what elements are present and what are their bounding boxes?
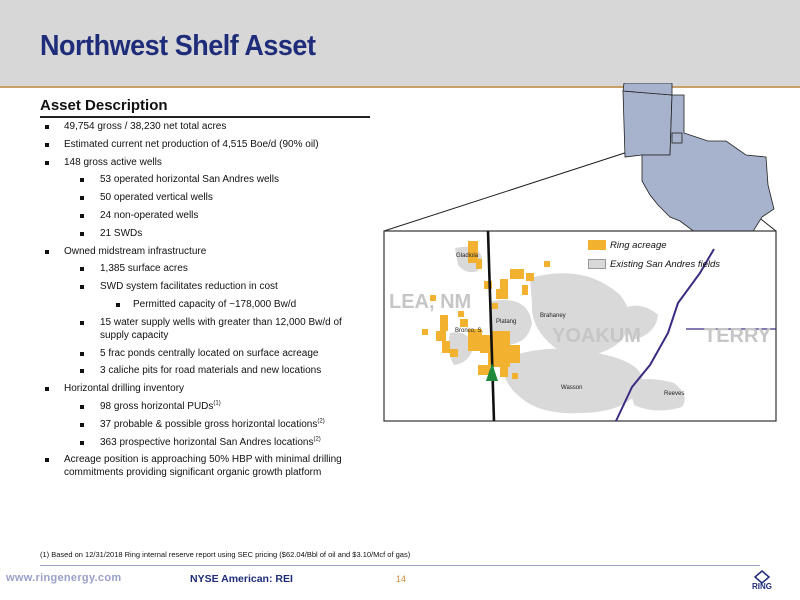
- footnote-ref: (2): [317, 418, 325, 425]
- bullet-marker-icon: [80, 285, 84, 289]
- legend-swatch-ring: [588, 240, 606, 250]
- bullet-text: 24 non-operated wells: [100, 209, 199, 221]
- footnote-ref: (2): [313, 436, 321, 443]
- legend-label-fields: Existing San Andres fields: [610, 259, 721, 270]
- bullet-text: 37 probable & possible gross horizontal locations: [100, 418, 318, 430]
- bullet-text: Estimated current net production of 4,515 Boe/d (90% oil): [64, 138, 319, 150]
- footnote: (1) Based on 12/31/2018 Ring internal reserve report using SEC pricing ($62.04/Bbl of oil and $3.10/Mcf of gas): [40, 550, 411, 559]
- footer-url-link[interactable]: www.ringenergy.com: [6, 572, 122, 584]
- field-label-reeves: Reeves: [664, 391, 685, 397]
- bullet-item: [40, 173, 360, 186]
- bullet-text: 3 caliche pits for road materials and new locations: [100, 365, 322, 377]
- bullet-text: 49,754 gross / 38,230 net total acres: [64, 121, 227, 132]
- county-label-terry: TERRY: [704, 325, 772, 347]
- bullet-text: 1,385 surface acres: [100, 263, 188, 275]
- bullet-marker-icon: [45, 143, 49, 147]
- field-label-wasson: Wasson: [561, 385, 583, 391]
- bullet-marker-icon: [80, 214, 84, 218]
- legend-swatch-fields: [588, 259, 606, 269]
- bullet-marker-icon: [80, 267, 84, 271]
- bullet-text: Acreage position is approaching 50% HBP with minimal drilling commitments providing significant organic growth platform: [64, 454, 342, 479]
- bullet-marker-icon: [80, 352, 84, 356]
- bullet-text: 21 SWDs: [100, 227, 143, 239]
- bullet-item: [40, 227, 360, 240]
- field-label-bronco: Bronco, S.: [455, 328, 484, 334]
- map-graphic: [380, 83, 800, 423]
- bullet-marker-icon: [45, 161, 49, 165]
- bullet-item: [40, 298, 360, 311]
- bullet-item: [40, 316, 360, 342]
- bullet-text: 5 frac ponds centrally located on surface acreage: [100, 347, 319, 359]
- footer-divider: [40, 565, 760, 566]
- bullet-marker-icon: [80, 441, 84, 445]
- footer-ticker: NYSE American: REI: [190, 573, 293, 585]
- slide-title: Northwest Shelf Asset: [40, 30, 316, 62]
- legend-label-ring: Ring acreage: [610, 240, 667, 251]
- bullet-item: [40, 120, 360, 133]
- bullet-text: 53 operated horizontal San Andres wells: [100, 174, 280, 186]
- section-underline: [40, 116, 370, 118]
- ring-logo-icon: [742, 570, 782, 594]
- field-label-brahaney: Brahaney: [540, 313, 566, 319]
- bullet-marker-icon: [80, 196, 84, 200]
- bullet-marker-icon: [45, 458, 49, 462]
- bullet-marker-icon: [116, 303, 120, 307]
- bullet-text: 98 gross horizontal PUDs: [100, 400, 214, 412]
- bullet-item: [40, 347, 360, 360]
- bullet-text: Horizontal drilling inventory: [64, 383, 185, 395]
- bullet-text: 15 water supply wells with greater than 12,000 Bw/d of supply capacity: [100, 316, 342, 341]
- bullet-item: [40, 191, 360, 204]
- county-label-lea: LEA, NM: [389, 291, 472, 313]
- bullet-text: SWD system facilitates reduction in cost: [100, 281, 278, 293]
- bullet-marker-icon: [45, 387, 49, 391]
- bullet-item: [40, 453, 360, 479]
- bullet-marker-icon: [80, 369, 84, 373]
- bullet-item: [40, 262, 360, 275]
- county-label-yoakum: YOAKUM: [552, 325, 641, 347]
- bullet-item: [40, 418, 360, 431]
- bullet-marker-icon: [80, 321, 84, 325]
- bullet-item: [40, 280, 360, 293]
- bullet-item: [40, 436, 360, 449]
- field-label-platang: Platang: [496, 319, 517, 325]
- bullet-text: Permitted capacity of ~178,000 Bw/d: [133, 298, 297, 310]
- field-label-gladiola: Gladiola: [456, 253, 479, 259]
- footnote-ref: (1): [213, 400, 221, 407]
- bullet-item: [40, 138, 360, 151]
- bullet-item: [40, 209, 360, 222]
- bullet-marker-icon: [80, 423, 84, 427]
- map-area: [380, 83, 800, 423]
- bullet-item: [40, 156, 360, 169]
- bullet-list: [40, 120, 360, 484]
- logo-text: RING: [752, 582, 772, 591]
- bullet-item: [40, 245, 360, 258]
- bullet-text: 50 operated vertical wells: [100, 192, 213, 204]
- bullet-marker-icon: [45, 125, 49, 129]
- bullet-text: Owned midstream infrastructure: [64, 245, 207, 257]
- section-heading: Asset Description: [40, 97, 168, 114]
- bullet-item: [40, 382, 360, 395]
- bullet-item: [40, 364, 360, 377]
- bullet-item: [40, 400, 360, 413]
- bullet-text: 148 gross active wells: [64, 156, 162, 168]
- bullet-marker-icon: [80, 178, 84, 182]
- bullet-marker-icon: [45, 250, 49, 254]
- page-number: 14: [396, 574, 407, 584]
- bullet-text: 363 prospective horizontal San Andres locations: [100, 436, 314, 448]
- bullet-marker-icon: [80, 232, 84, 236]
- bullet-marker-icon: [80, 405, 84, 409]
